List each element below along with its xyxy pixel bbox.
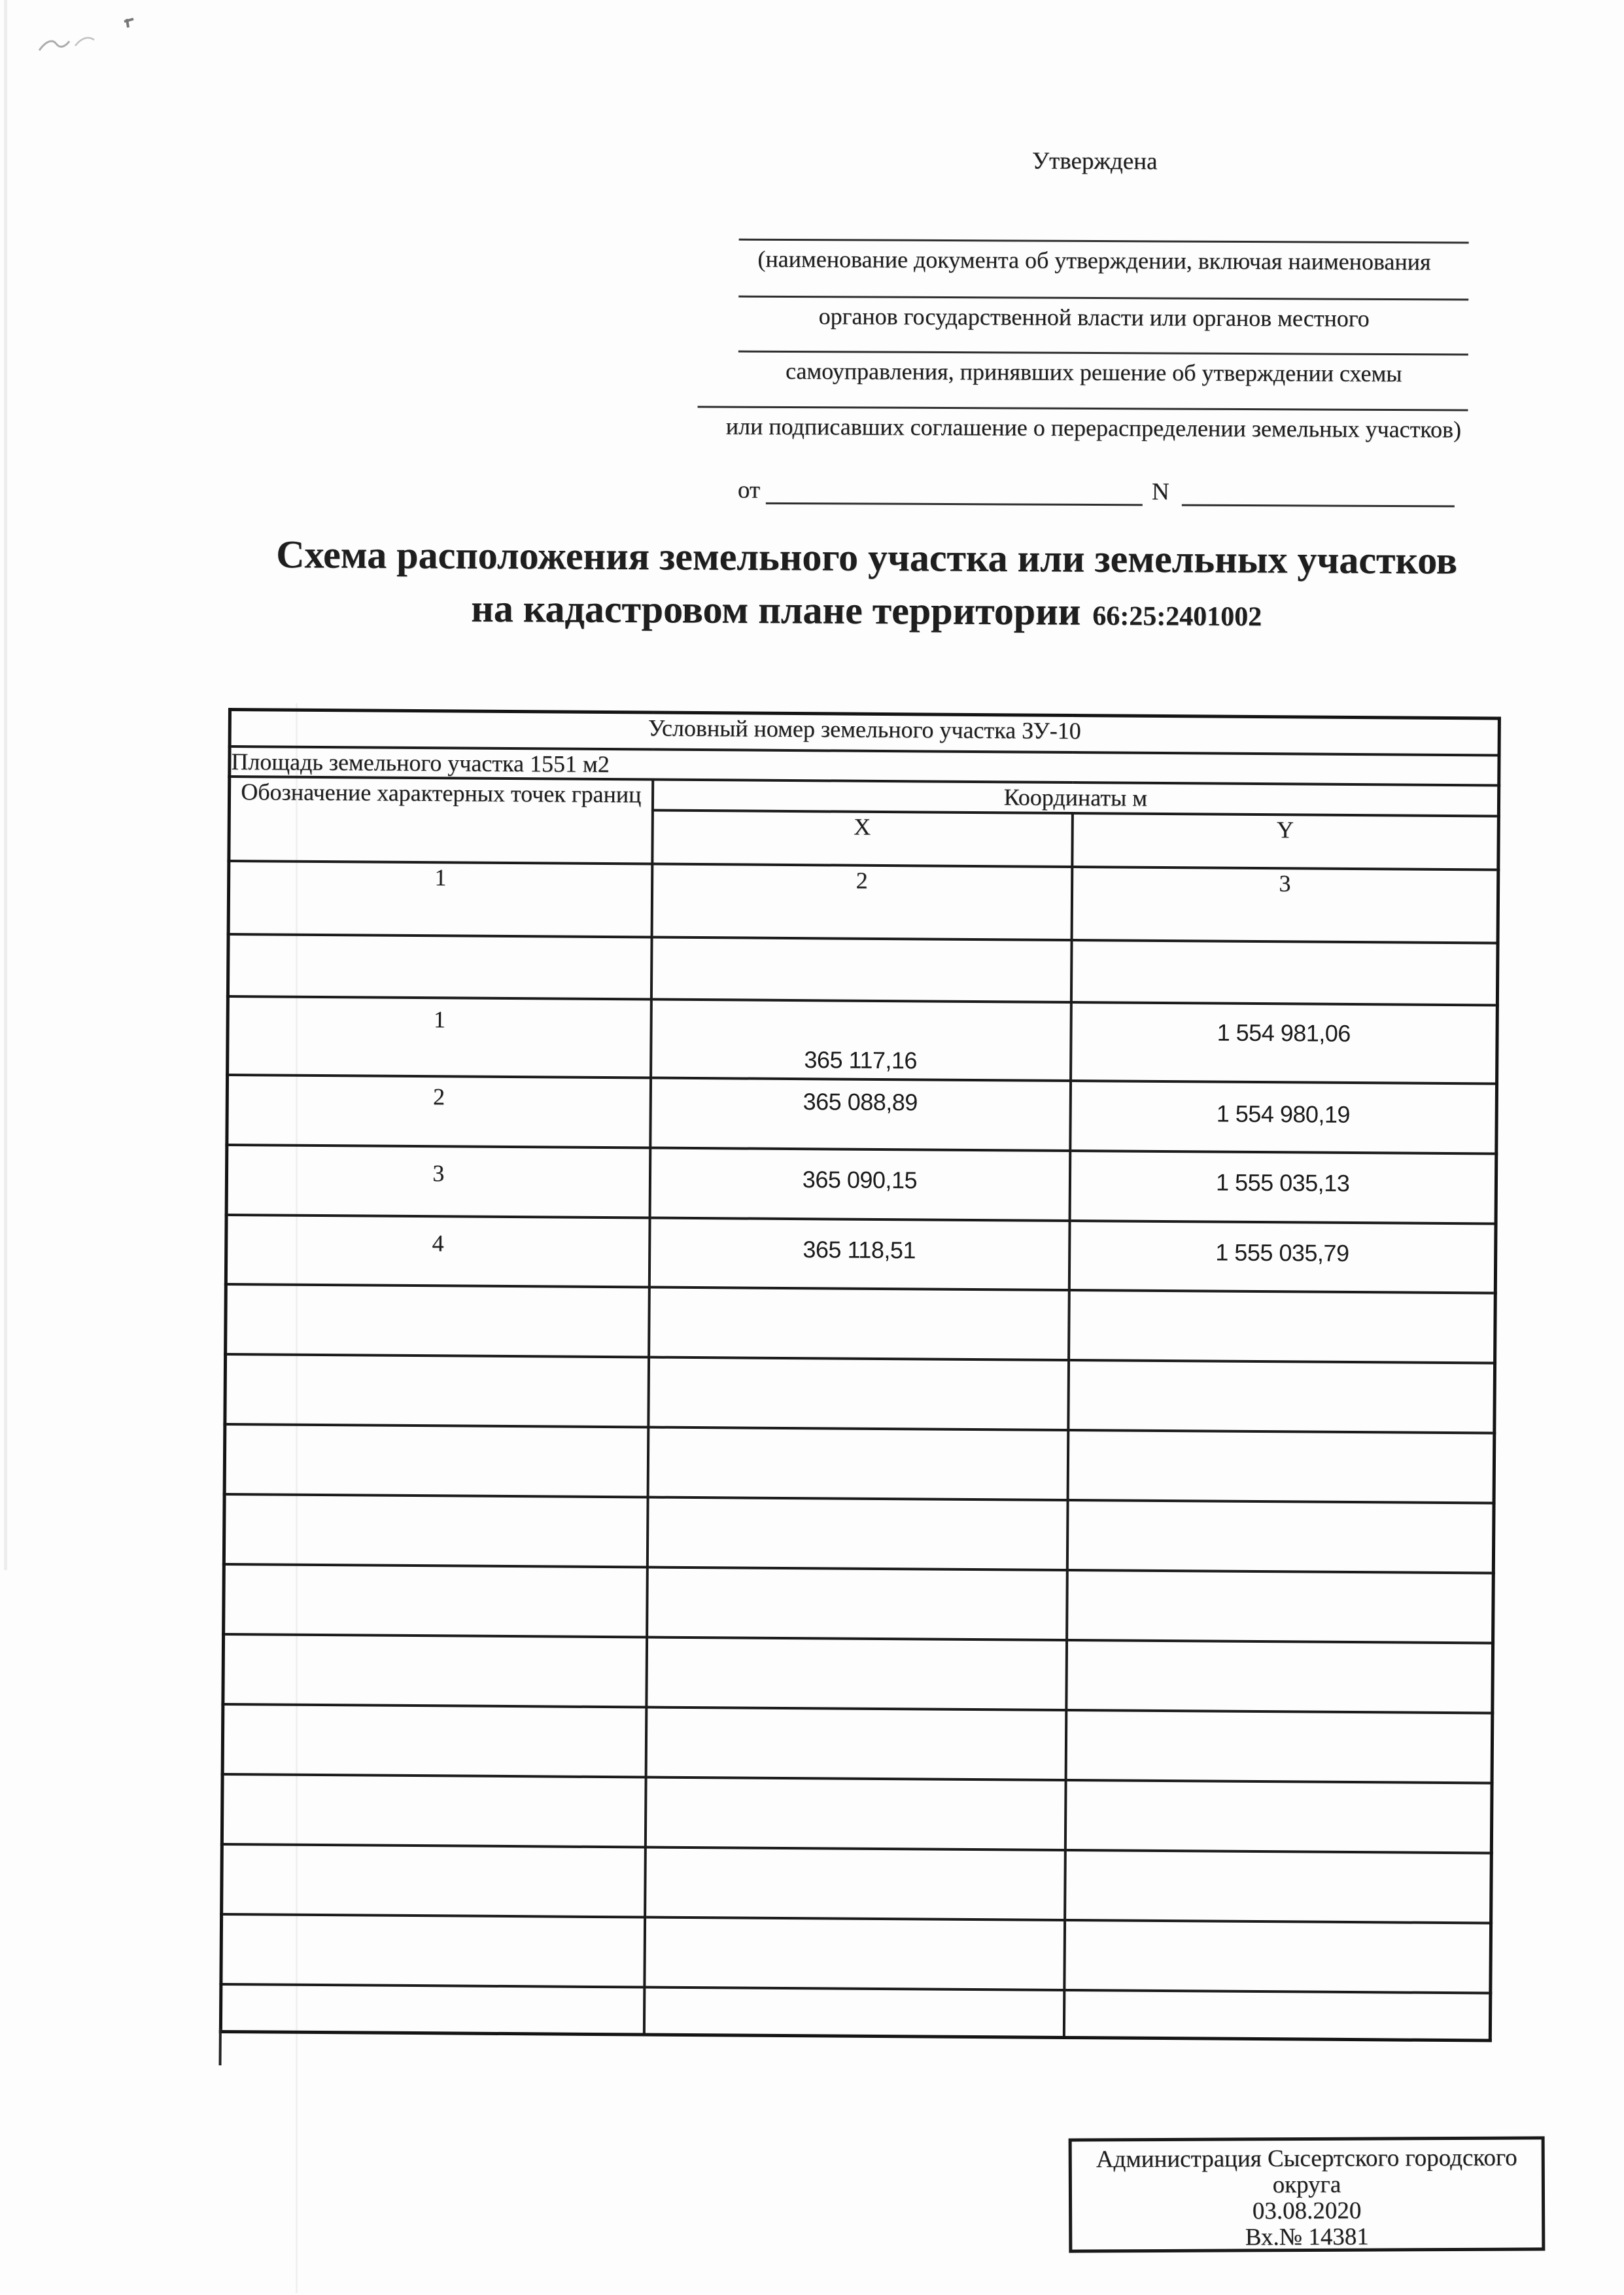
empty-cell [222, 1704, 646, 1777]
empty-row [226, 1284, 1496, 1363]
empty-cell [226, 1284, 649, 1357]
points-header-cell: Обозначение характерных точек границ [229, 777, 653, 864]
point-y-cell: 1 555 035,79 [1069, 1220, 1496, 1293]
y-header-cell: Y [1072, 813, 1499, 870]
cadastral-quarter-number: 66:25:2401002 [1092, 601, 1262, 633]
table-left-border-stub [219, 2029, 222, 2065]
empty-row [224, 1494, 1494, 1573]
empty-cell [224, 1494, 648, 1567]
col-number-1: 1 [228, 861, 652, 937]
registration-stamp [1069, 2136, 1546, 2252]
empty-cell [223, 1634, 647, 1707]
number-label: N [1151, 478, 1169, 506]
approval-underline-2 [738, 296, 1468, 301]
number-blank-line [1182, 478, 1455, 508]
empty-cell [1067, 1429, 1494, 1503]
col-number-3: 3 [1071, 867, 1498, 943]
point-y-cell: 1 555 035,13 [1069, 1151, 1496, 1224]
conditional-number-cell: Условный номер земельного участка ЗУ-10 [230, 710, 1499, 756]
empty-cell [645, 1777, 1065, 1849]
empty-cell [1065, 1849, 1492, 1923]
empty-row [221, 1914, 1491, 1993]
point-row [226, 1214, 1496, 1293]
approval-caption-3: самоуправления, принявших решение об утверждении схемы [785, 357, 1402, 387]
empty-cell [644, 1917, 1065, 1989]
empty-cell [647, 1567, 1067, 1639]
empty-cell [1067, 1569, 1494, 1643]
empty-row [225, 1354, 1495, 1433]
empty-cell [220, 1984, 644, 2035]
col-number-2: 2 [651, 864, 1072, 939]
approved-label: Утверждена [1031, 147, 1158, 175]
approval-underline-1 [739, 239, 1469, 244]
approval-block [693, 145, 1496, 528]
empty-cell [647, 1497, 1067, 1569]
coordinates-table [219, 708, 1501, 2042]
stamp-org-line-1: Администрация Сысертского городского [1096, 2144, 1517, 2173]
pencil-mark [26, 10, 170, 75]
empty-cell [224, 1424, 648, 1497]
x-header-cell: X [652, 810, 1073, 866]
empty-cell [228, 934, 651, 1000]
empty-cell [646, 1707, 1066, 1779]
empty-cell [1064, 1919, 1491, 1993]
point-row [228, 996, 1498, 1084]
empty-row [222, 1774, 1492, 1853]
point-x-cell: 365 090,15 [649, 1148, 1070, 1220]
from-label: от [737, 476, 761, 504]
point-x-cell: 365 088,89 [650, 1077, 1071, 1150]
approval-underline-3 [738, 351, 1468, 356]
document-title [203, 532, 1531, 637]
empty-cell [1067, 1499, 1494, 1573]
date-blank-line [766, 476, 1143, 506]
scan-edge-shadow [4, 0, 7, 1570]
empty-row [224, 1564, 1494, 1643]
title-line-2 [203, 585, 1530, 637]
point-row [226, 1145, 1496, 1224]
title-line-2-text: на кадастровом плане территории [471, 586, 1081, 633]
point-x-cell: 365 118,51 [649, 1218, 1069, 1289]
point-row [227, 1075, 1497, 1154]
coordinates-table-wrap [219, 708, 1501, 2042]
area-cell: Площадь земельного участка 1551 м2 [230, 746, 1499, 786]
empty-row [224, 1424, 1494, 1503]
point-y-cell: 1 554 980,19 [1070, 1081, 1497, 1154]
empty-row [222, 1844, 1492, 1923]
empty-cell [644, 1987, 1063, 2037]
empty-cell [645, 1847, 1065, 1919]
approval-caption-1: (наименование документа об утверждении, включая наименования [757, 245, 1431, 275]
empty-cell [646, 1637, 1067, 1709]
point-number-cell: 2 [227, 1075, 651, 1148]
stamp-incoming-number: Вх.№ 14381 [1245, 2223, 1369, 2251]
point-y-cell: 1 554 981,06 [1071, 1002, 1498, 1084]
empty-cell [1069, 1289, 1496, 1363]
empty-cell [648, 1357, 1069, 1429]
title-line-1: Схема расположения земельного участка или земельных участков [276, 533, 1458, 582]
point-number-cell: 1 [228, 996, 651, 1078]
stamp-org-line-2: округа [1272, 2171, 1341, 2199]
approval-caption-2: органов государственной власти или органов местного [818, 303, 1370, 332]
date-number-row [693, 476, 1494, 512]
empty-cell [1063, 1989, 1490, 2041]
empty-cell [1065, 1779, 1492, 1853]
empty-cell [1066, 1639, 1493, 1713]
empty-cell [222, 1844, 646, 1917]
empty-cell [1065, 1709, 1493, 1783]
point-number-cell: 3 [226, 1145, 650, 1218]
empty-cell [222, 1774, 646, 1847]
stamp-date: 03.08.2020 [1252, 2197, 1362, 2225]
empty-row-last [220, 1984, 1490, 2041]
point-x-cell: 365 117,16 [651, 999, 1071, 1080]
empty-cell [1071, 940, 1498, 1006]
point-number-cell: 4 [226, 1214, 649, 1287]
empty-cell [649, 1287, 1069, 1359]
empty-cell [651, 937, 1071, 1002]
empty-cell [221, 1914, 645, 1987]
empty-row [228, 934, 1498, 1006]
empty-cell [224, 1564, 648, 1637]
empty-cell [225, 1354, 649, 1427]
empty-row [222, 1704, 1493, 1783]
approval-underline-4 [698, 406, 1468, 411]
empty-cell [1068, 1359, 1495, 1433]
column-numbering-row [228, 861, 1498, 943]
approval-caption-4: или подписавших соглашение о перераспределении земельных участков) [725, 413, 1462, 443]
empty-cell [648, 1427, 1068, 1499]
coords-header-cell: Координаты м [652, 779, 1498, 816]
empty-row [223, 1634, 1493, 1713]
